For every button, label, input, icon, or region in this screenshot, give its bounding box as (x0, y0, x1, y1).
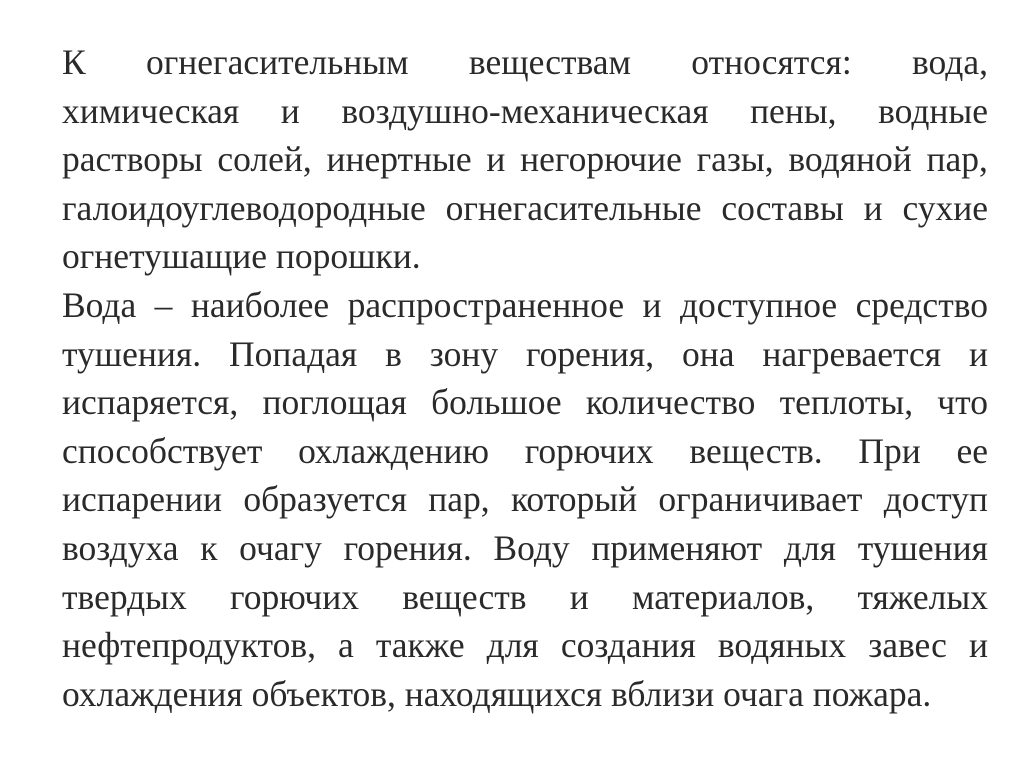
text-line: растворы солей, инертные и негорючие газы, водяной пар, (62, 139, 988, 180)
text-line: испаряется, поглощая большое количество теплоты, что (62, 382, 988, 423)
text-line: тушения. Попадая в зону горения, она нагревается и (62, 333, 988, 374)
paragraph-water (62, 281, 988, 718)
text-line: огнетушащие порошки. (62, 236, 421, 277)
text-line: нефтепродуктов, а также для создания водяных завес и (62, 625, 988, 666)
text-line: твердых горючих веществ и материалов, тяжелых (62, 576, 988, 617)
text-line: воздуха к очагу горения. Воду применяют для тушения (62, 527, 988, 568)
body-text (62, 38, 988, 718)
text-line: охлаждения объектов, находящихся вблизи очага пожара. (62, 673, 932, 714)
text-line: испарении образуется пар, который ограничивает доступ (62, 479, 988, 520)
text-line: способствует охлаждению горючих веществ. При ее (62, 430, 988, 471)
paragraph-extinguishing-agents (62, 38, 988, 281)
text-line: Вода – наиболее распространенное и доступное средство (62, 284, 988, 325)
text-line: галоидоуглеводородные огнегасительные составы и сухие (62, 187, 988, 228)
text-line: химическая и воздушно-механическая пены, водные (62, 90, 988, 131)
text-line: К огнегасительным веществам относятся: вода, (62, 42, 988, 82)
